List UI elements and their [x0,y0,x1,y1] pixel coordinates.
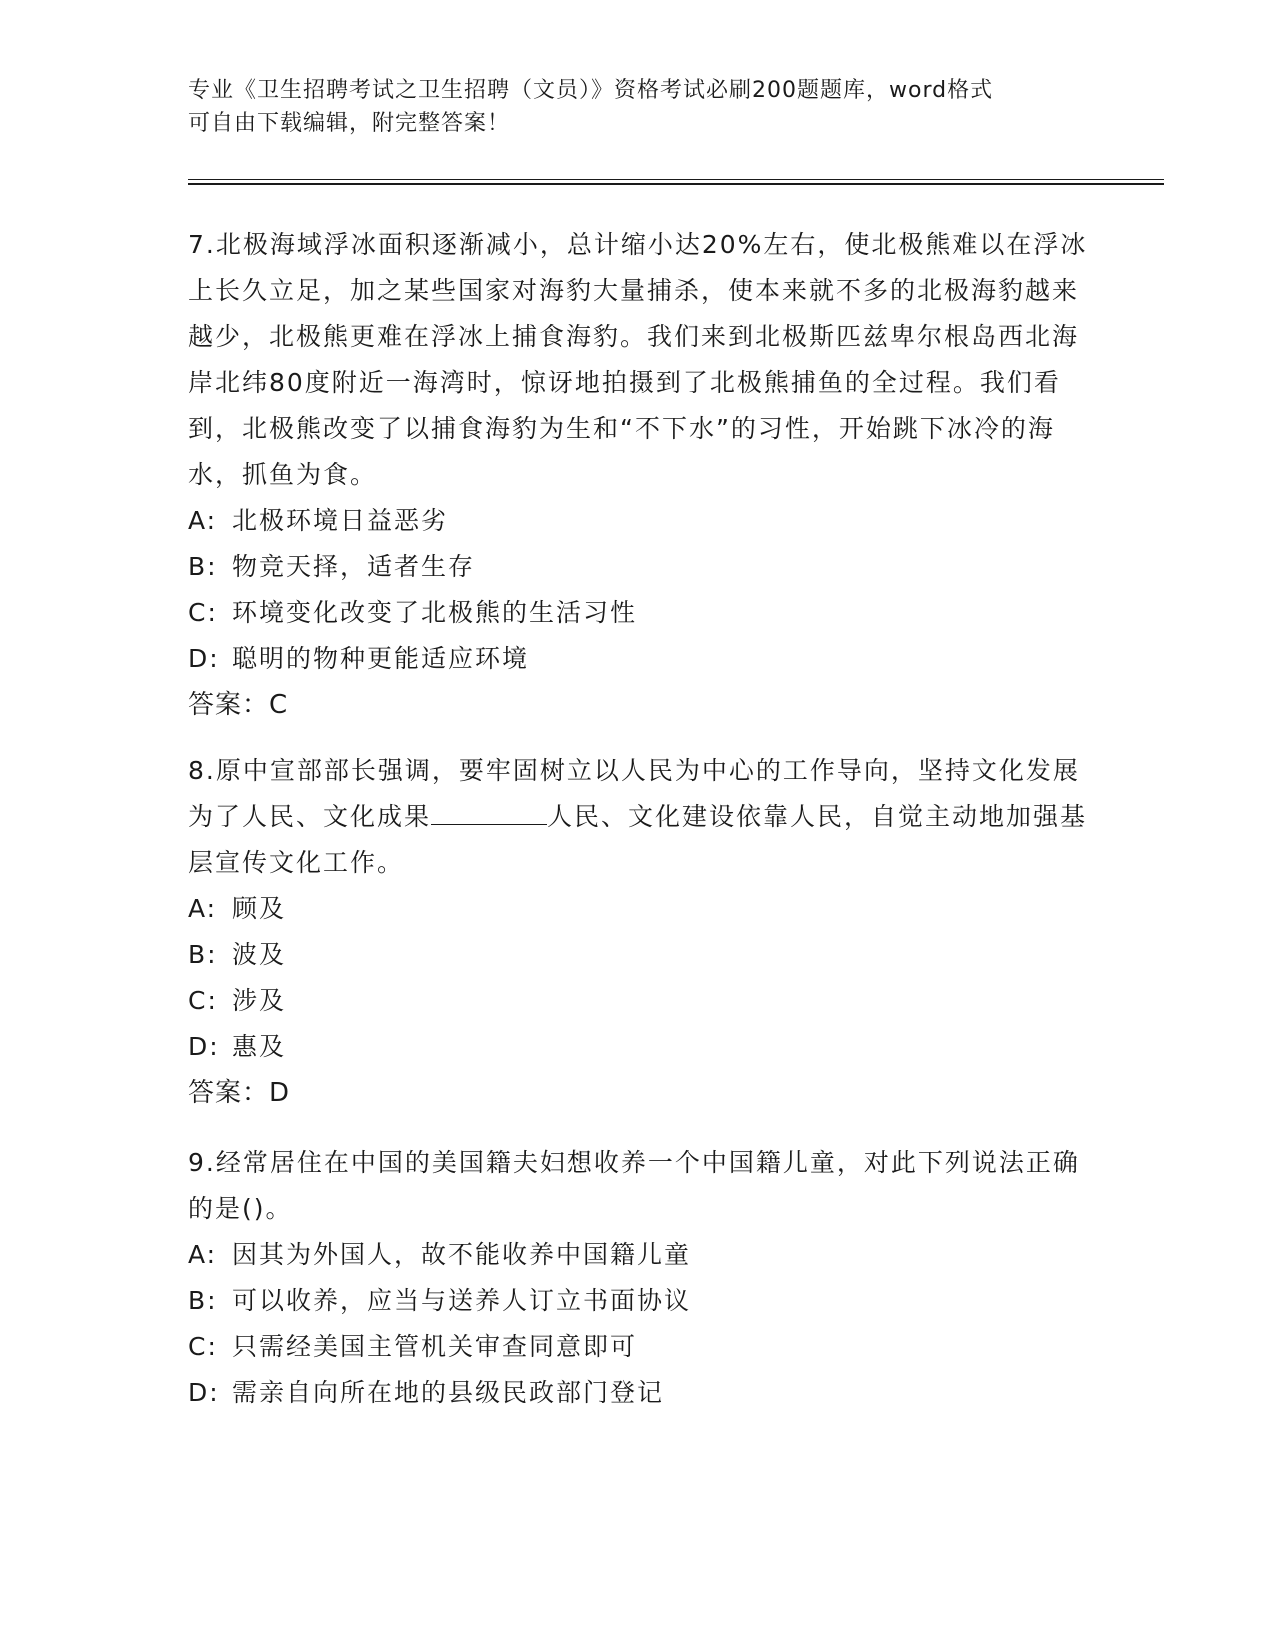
question-stem [188,748,1088,886]
stem-part-before: 8.原中宣部部长强调，要牢固树立以人民为中心的工作导向，坚持文化发展为了人民、文化成果 [188,756,1080,831]
header-line-1: 专业《卫生招聘考试之卫生招聘（文员）》资格考试必刷200题题库，word格式 [188,78,994,103]
option-text: 物竞天择，适者生存 [232,552,476,581]
option-c [188,978,1088,1024]
option-b [188,932,1088,978]
option-a [188,886,1088,932]
option-key: C: [188,986,218,1015]
option-key: C: [188,1332,218,1361]
answer-label: 答案：C [188,690,289,720]
option-text: 只需经美国主管机关审查同意即可 [232,1332,638,1361]
option-text: 可以收养，应当与送养人订立书面协议 [232,1286,692,1315]
option-c [188,1324,1088,1370]
option-text: 因其为外国人，故不能收养中国籍儿童 [232,1240,692,1269]
option-key: C: [188,598,218,627]
option-text: 波及 [232,940,287,969]
answer-label: 答案：D [188,1078,291,1108]
option-key: A: [188,894,218,923]
option-text: 环境变化改变了北极熊的生活习性 [232,598,638,627]
header-divider-thick [188,183,1164,185]
option-key: D: [188,1378,220,1407]
option-text: 惠及 [232,1032,287,1061]
option-d [188,1370,1088,1416]
header-divider-thin [188,179,1164,180]
stem-part-after: 人民、文化建设依靠人民，自觉主动地加强基层宣传文化工作。 [188,802,1088,877]
option-a [188,1232,1088,1278]
option-text: 涉及 [232,986,287,1015]
question-7 [188,222,1088,728]
option-text: 北极环境日益恶劣 [232,506,449,535]
header-line-2: 可自由下载编辑，附完整答案！ [188,111,511,136]
option-key: A: [188,1240,218,1269]
option-text: 顾及 [232,894,287,923]
option-key: B: [188,552,218,581]
option-d [188,1024,1088,1070]
option-text: 需亲自向所在地的县级民政部门登记 [232,1378,665,1407]
question-stem: 7.北极海域浮冰面积逐渐减小，总计缩小达20%左右，使北极熊难以在浮冰上长久立足，加之某些国家对海豹大量捕杀，使本来就不多的北极海豹越来越少，北极熊更难在浮冰上捕食海豹。我们来到北极斯匹兹卑尔根岛西北海岸北纬80度附近一海湾时，惊讶地拍摄到了北极熊捕鱼的全过程。我们看到，北极熊改变了以捕食海豹为生和“不下水”的习性，开始跳下冰冷的海水，抓鱼为食。 [188,230,1088,489]
option-c [188,590,1088,636]
page-header [188,74,1088,140]
option-key: A: [188,506,218,535]
option-b [188,1278,1088,1324]
option-key: B: [188,1286,218,1315]
option-key: D: [188,1032,220,1061]
option-d [188,636,1088,682]
option-key: D: [188,644,220,673]
question-stem: 9.经常居住在中国的美国籍夫妇想收养一个中国籍儿童，对此下列说法正确的是()。 [188,1148,1080,1223]
question-8 [188,748,1088,1116]
option-a [188,498,1088,544]
fill-in-blank [431,804,547,825]
question-9 [188,1140,1088,1416]
option-text: 聪明的物种更能适应环境 [232,644,530,673]
option-key: B: [188,940,218,969]
option-b [188,544,1088,590]
